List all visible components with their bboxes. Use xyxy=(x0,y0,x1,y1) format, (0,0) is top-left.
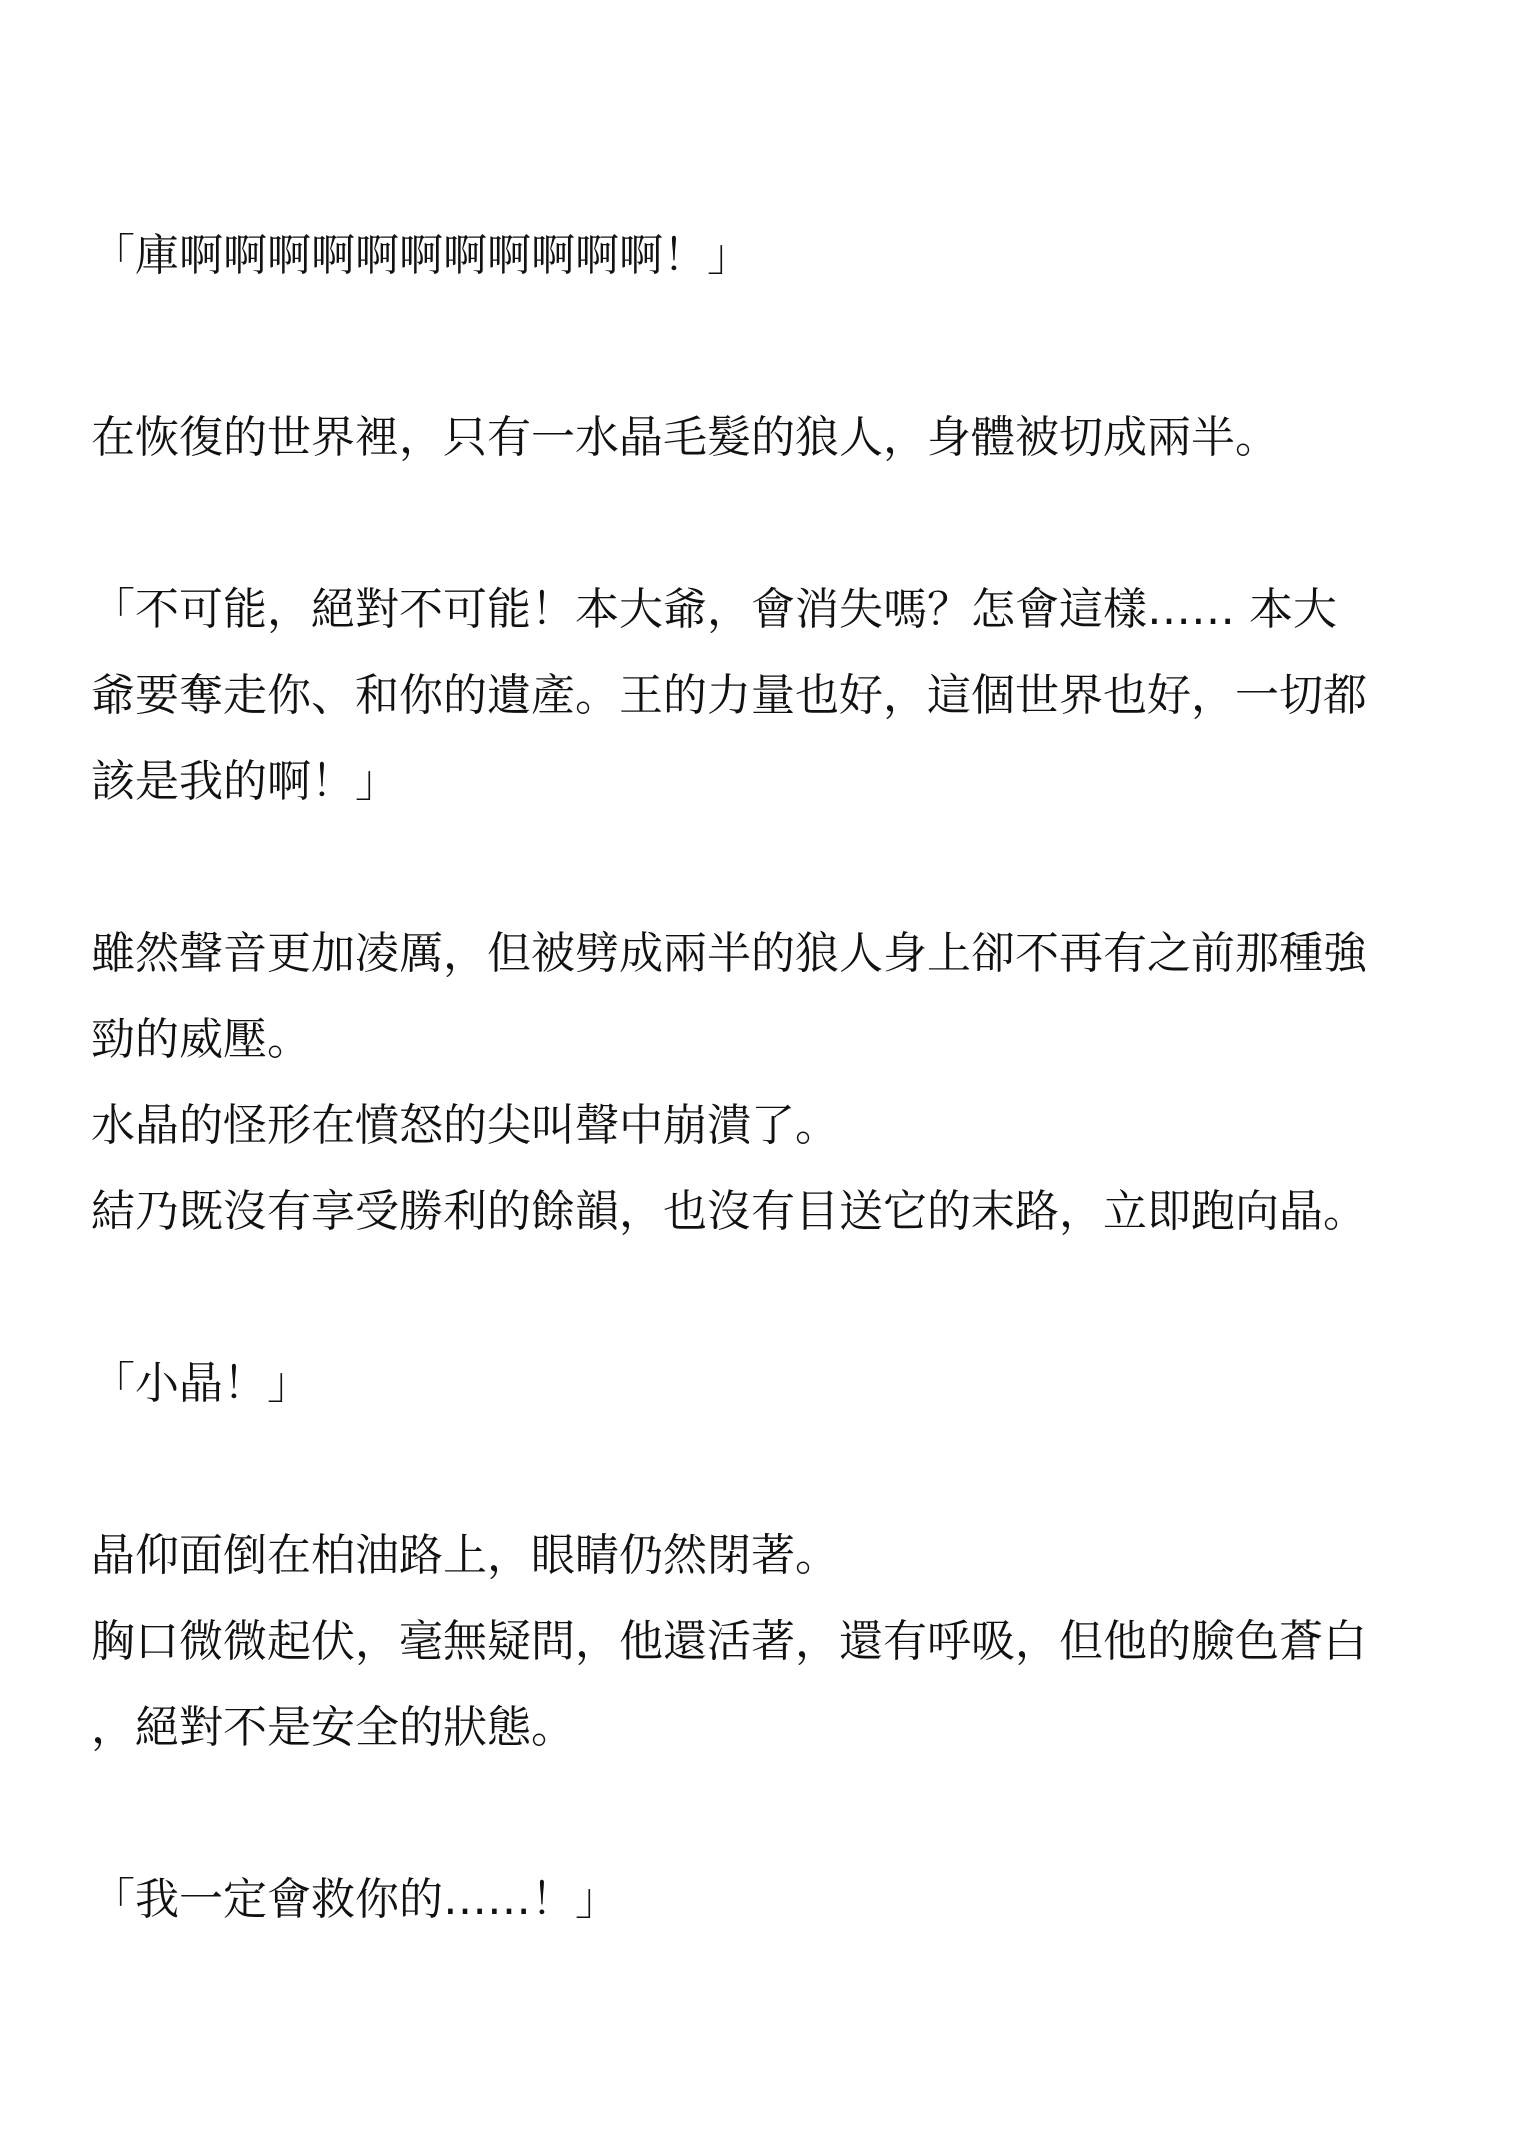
paragraph-line: 水晶的怪形在憤怒的尖叫聲中崩潰了。 xyxy=(91,1100,839,1151)
dialogue-line: 該是我的啊！」 xyxy=(91,756,399,807)
dialogue-line: 「我一定會救你的……！」 xyxy=(91,1874,619,1925)
dialogue-line: 爺要奪走你、和你的遺產。王的力量也好，這個世界也好，一切都 xyxy=(91,670,1367,721)
paragraph-line: 在恢復的世界裡，只有一水晶毛髮的狼人，身體被切成兩半。 xyxy=(91,412,1279,463)
paragraph-line: ，絕對不是安全的狀態。 xyxy=(91,1702,575,1753)
paragraph-line: 結乃既沒有享受勝利的餘韻，也沒有目送它的末路，立即跑向晶。 xyxy=(91,1186,1367,1237)
paragraph-line: 晶仰面倒在柏油路上，眼睛仍然閉著。 xyxy=(91,1530,839,1581)
dialogue-line: 「小晶！」 xyxy=(91,1358,311,1409)
paragraph-line: 胸口微微起伏，毫無疑問，他還活著，還有呼吸，但他的臉色蒼白 xyxy=(91,1616,1367,1667)
dialogue-line: 「庫啊啊啊啊啊啊啊啊啊啊啊！」 xyxy=(91,230,751,281)
paragraph-line: 雖然聲音更加凌厲，但被劈成兩半的狼人身上卻不再有之前那種強 xyxy=(91,928,1367,979)
dialogue-line: 「不可能，絕對不可能！本大爺，會消失嗎？怎會這樣…… 本大 xyxy=(91,584,1337,635)
paragraph-line: 勁的威壓。 xyxy=(91,1014,311,1065)
